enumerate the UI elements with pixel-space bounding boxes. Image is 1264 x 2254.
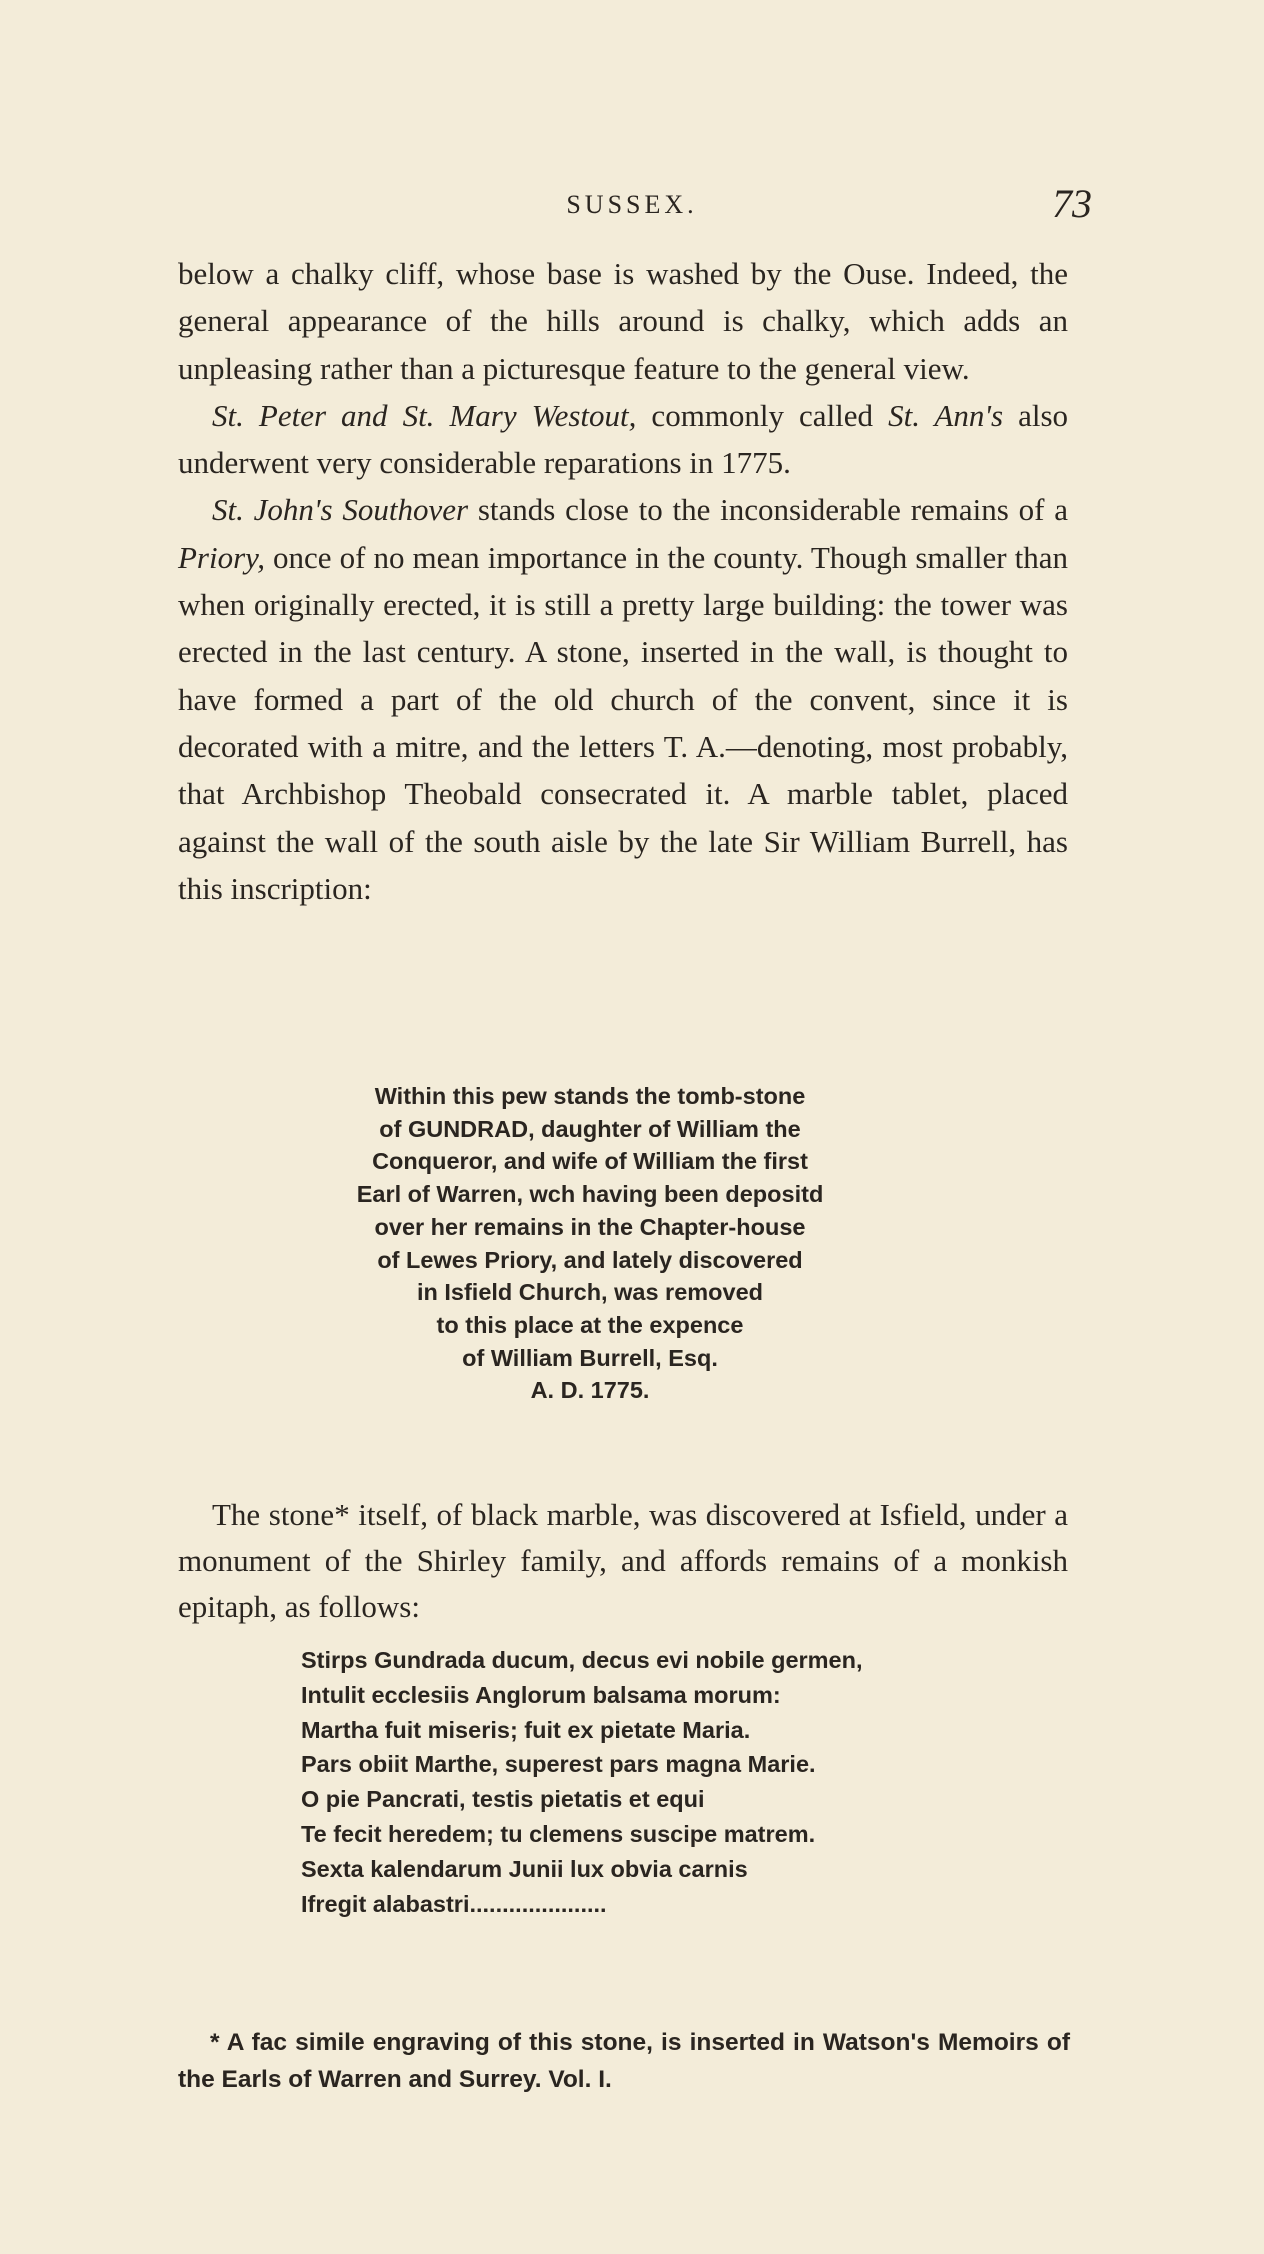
church-name-st-ann: St. Ann's <box>888 397 1004 433</box>
paragraph-2-text-1: commonly called <box>636 397 889 433</box>
inscription-line: of William Burrell, Esq. <box>462 1344 718 1371</box>
priory-word: Priory, <box>178 539 265 575</box>
epitaph-line: Stirps Gundrada ducum, decus evi nobile germen, <box>301 1647 863 1673</box>
epitaph-line: Ifregit alabastri..................... <box>301 1890 607 1917</box>
epitaph-line: Te fecit heredem; tu clemens suscipe matrem. <box>301 1820 816 1847</box>
monkish-epitaph <box>301 1643 1021 1921</box>
epitaph-line: O pie Pancrati, testis pietatis et equi <box>301 1786 705 1813</box>
inscription-line: to this place at the expence <box>436 1311 744 1338</box>
inscription-line: over her remains in the Chapter-house <box>374 1213 806 1240</box>
inscription-line: of Lewes Priory, and lately discovered <box>377 1246 803 1273</box>
paragraph-1: below a chalky cliff, whose base is washed by the Ouse. Indeed, the general appearance of the hills around is chalky, which adds an unpleasing rather than a picturesque feature to the general view. <box>178 256 1068 386</box>
inscription-line: A. D. 1775. <box>530 1377 650 1404</box>
epitaph-line: Pars obiit Marthe, superest pars magna Marie. <box>301 1751 816 1778</box>
epitaph-line: Intulit ecclesiis Anglorum balsama morum: <box>301 1681 781 1708</box>
church-name-st-john: St. John's Southover <box>212 492 469 528</box>
epitaph-line: Martha fuit miseris; fuit ex pietate Maria. <box>301 1716 751 1743</box>
inscription-line: Earl of Warren, wch having been depositd <box>356 1181 824 1208</box>
inscription-line: Conqueror, and wife of William the first <box>372 1148 808 1175</box>
inscription-line: in Isfield Church, was removed <box>416 1279 764 1306</box>
footnote-text <box>178 2024 1070 2098</box>
paragraph-3-text-2: once of no mean importance in the county. Though smaller than when originally erected, it is still a pretty large building: the tower was erected in the last century. A stone, inserted in the wall, is thought to have formed a part of the old church of the convent, since it is decorated with a mitre, and the letters T. A.—denoting, most probably, that Archbishop Theobald consecrated it. A marble tablet, placed against the wall of the south aisle by the late Sir William Burrell, has this inscription: <box>178 539 1068 906</box>
footnote <box>178 2024 1070 2098</box>
paragraph-4: The stone* itself, of black marble, was discovered at Isfield, under a monument of the Shirley family, and affords remains of a monkish epitaph, as follows: <box>178 1497 1068 1624</box>
tablet-inscription <box>200 1080 980 1407</box>
main-text <box>178 250 1068 912</box>
main-text-continued <box>178 1492 1068 1630</box>
footnote-body: A fac simile engraving of this stone, is inserted in Watson's Memoirs of the Earls of Warren and Surrey. Vol. I. <box>178 2029 1070 2093</box>
paragraph-2 <box>178 392 1068 487</box>
paragraph-3-text-1: stands close to the inconsiderable remains of a <box>468 492 1068 528</box>
church-name-st-peter: St. Peter and St. Mary Westout, <box>212 397 637 433</box>
inscription-line: of GUNDRAD, daughter of William the <box>379 1115 801 1142</box>
page-number: 73 <box>1052 181 1092 226</box>
paragraph-3 <box>178 486 1068 912</box>
page-header <box>0 180 1264 240</box>
running-head: SUSSEX. <box>566 190 698 219</box>
paragraph-2-text-2: also underwent very considerable reparations in 1775. <box>178 397 1069 481</box>
footnote-marker: * <box>210 2029 220 2056</box>
epitaph-line: Sexta kalendarum Junii lux obvia carnis <box>301 1855 748 1882</box>
inscription-line: Within this pew stands the tomb-stone <box>374 1083 806 1109</box>
